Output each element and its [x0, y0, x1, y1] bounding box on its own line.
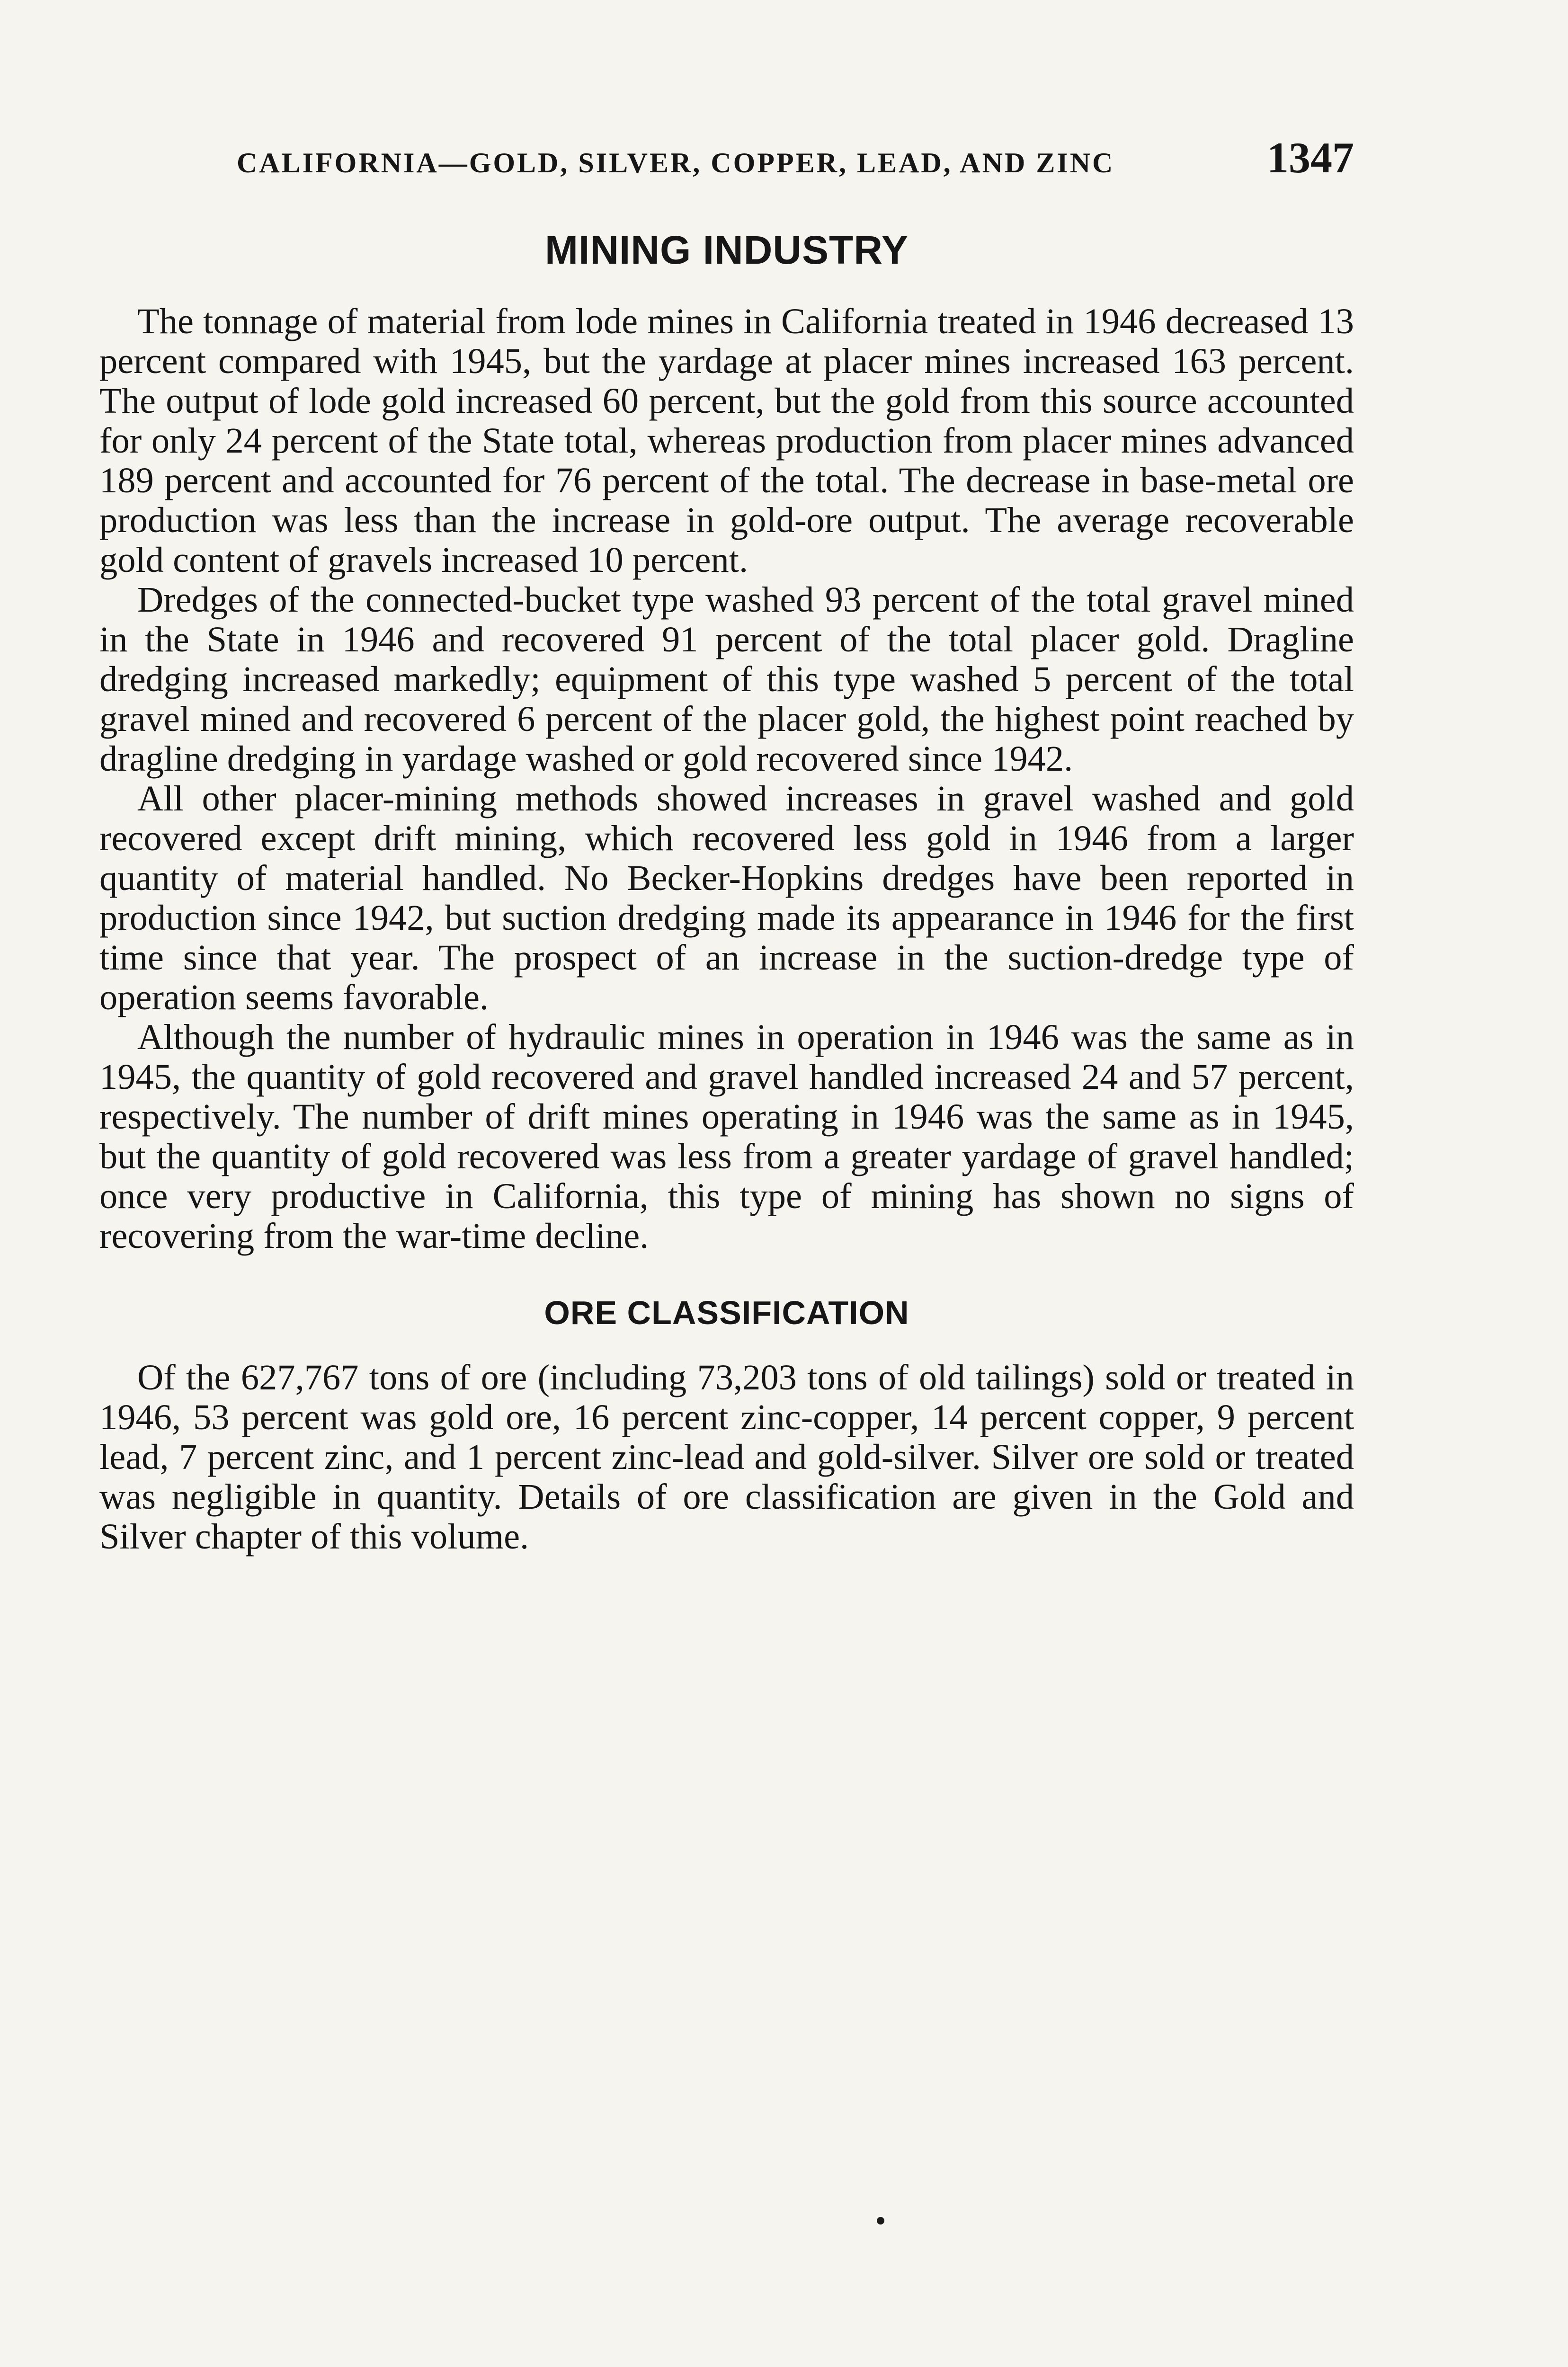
section-heading: ORE CLASSIFICATION — [544, 1294, 909, 1331]
page — [99, 118, 1354, 1557]
paragraph: Dredges of the connected-bucket type washed 93 percent of the total gravel mined in the State in 1946 and recovered 91 percent of the total placer gold. Dragline dredging increased markedly; equipment of this type washed 5 percent of the total gravel mined and recovered 6 percent of the placer gold, the highest point reached by dragline dredging in yardage washed or gold recovered since 1942. — [99, 579, 1354, 779]
paragraph: The tonnage of material from lode mines in California treated in 1946 decreased 13 percent compared with 1945, but the yardage at placer mines increased 163 percent. The output of lode gold increased 60 percent, but the gold from this source accounted for only 24 percent of the State total, whereas production from placer mines advanced 189 percent and accounted for 76 percent of the total. The decrease in base-metal ore production was less than the increase in gold-ore output. The average recoverable gold content of gravels increased 10 percent. — [99, 301, 1354, 580]
paragraph: All other placer-mining methods showed increases in gravel washed and gold recovered except drift mining, which recovered less gold in 1946 from a larger quantity of material handled. No Becker-Hopkins dredges have been reported in production since 1942, but suction dredging made its appearance in 1946 for the first time since that year. The prospect of an increase in the suction-dredge type of operation seems favorable. — [99, 778, 1354, 1017]
running-head-title: CALIFORNIA—GOLD, SILVER, COPPER, LEAD, AND ZINC — [237, 147, 1115, 178]
print-mark — [877, 2217, 884, 2225]
running-head — [99, 118, 1354, 185]
section-heading: MINING INDUSTRY — [545, 228, 909, 272]
page-number: 1347 — [1267, 133, 1354, 182]
paragraph: Although the number of hydraulic mines in operation in 1946 was the same as in 1945, the quantity of gold recovered and gravel handled increased 24 and 57 percent, respectively. The number of drift mines operating in 1946 was the same as in 1945, but the quantity of gold recovered was less from a greater yardage of gravel handled; once very productive in California, this type of mining has shown no signs of recovering from the war-time decline. — [99, 1017, 1354, 1256]
section-mining-industry — [99, 227, 1354, 1256]
section-ore-classification — [99, 1294, 1354, 1557]
paragraph: Of the 627,767 tons of ore (including 73,203 tons of old tailings) sold or treated in 1946, 53 percent was gold ore, 16 percent zinc-copper, 14 percent copper, 9 percent lead, 7 percent zinc, and 1 percent zinc-lead and gold-silver. Silver ore sold or treated was negligible in quantity. Details of ore classification are given in the Gold and Silver chapter of this volume. — [99, 1357, 1354, 1557]
